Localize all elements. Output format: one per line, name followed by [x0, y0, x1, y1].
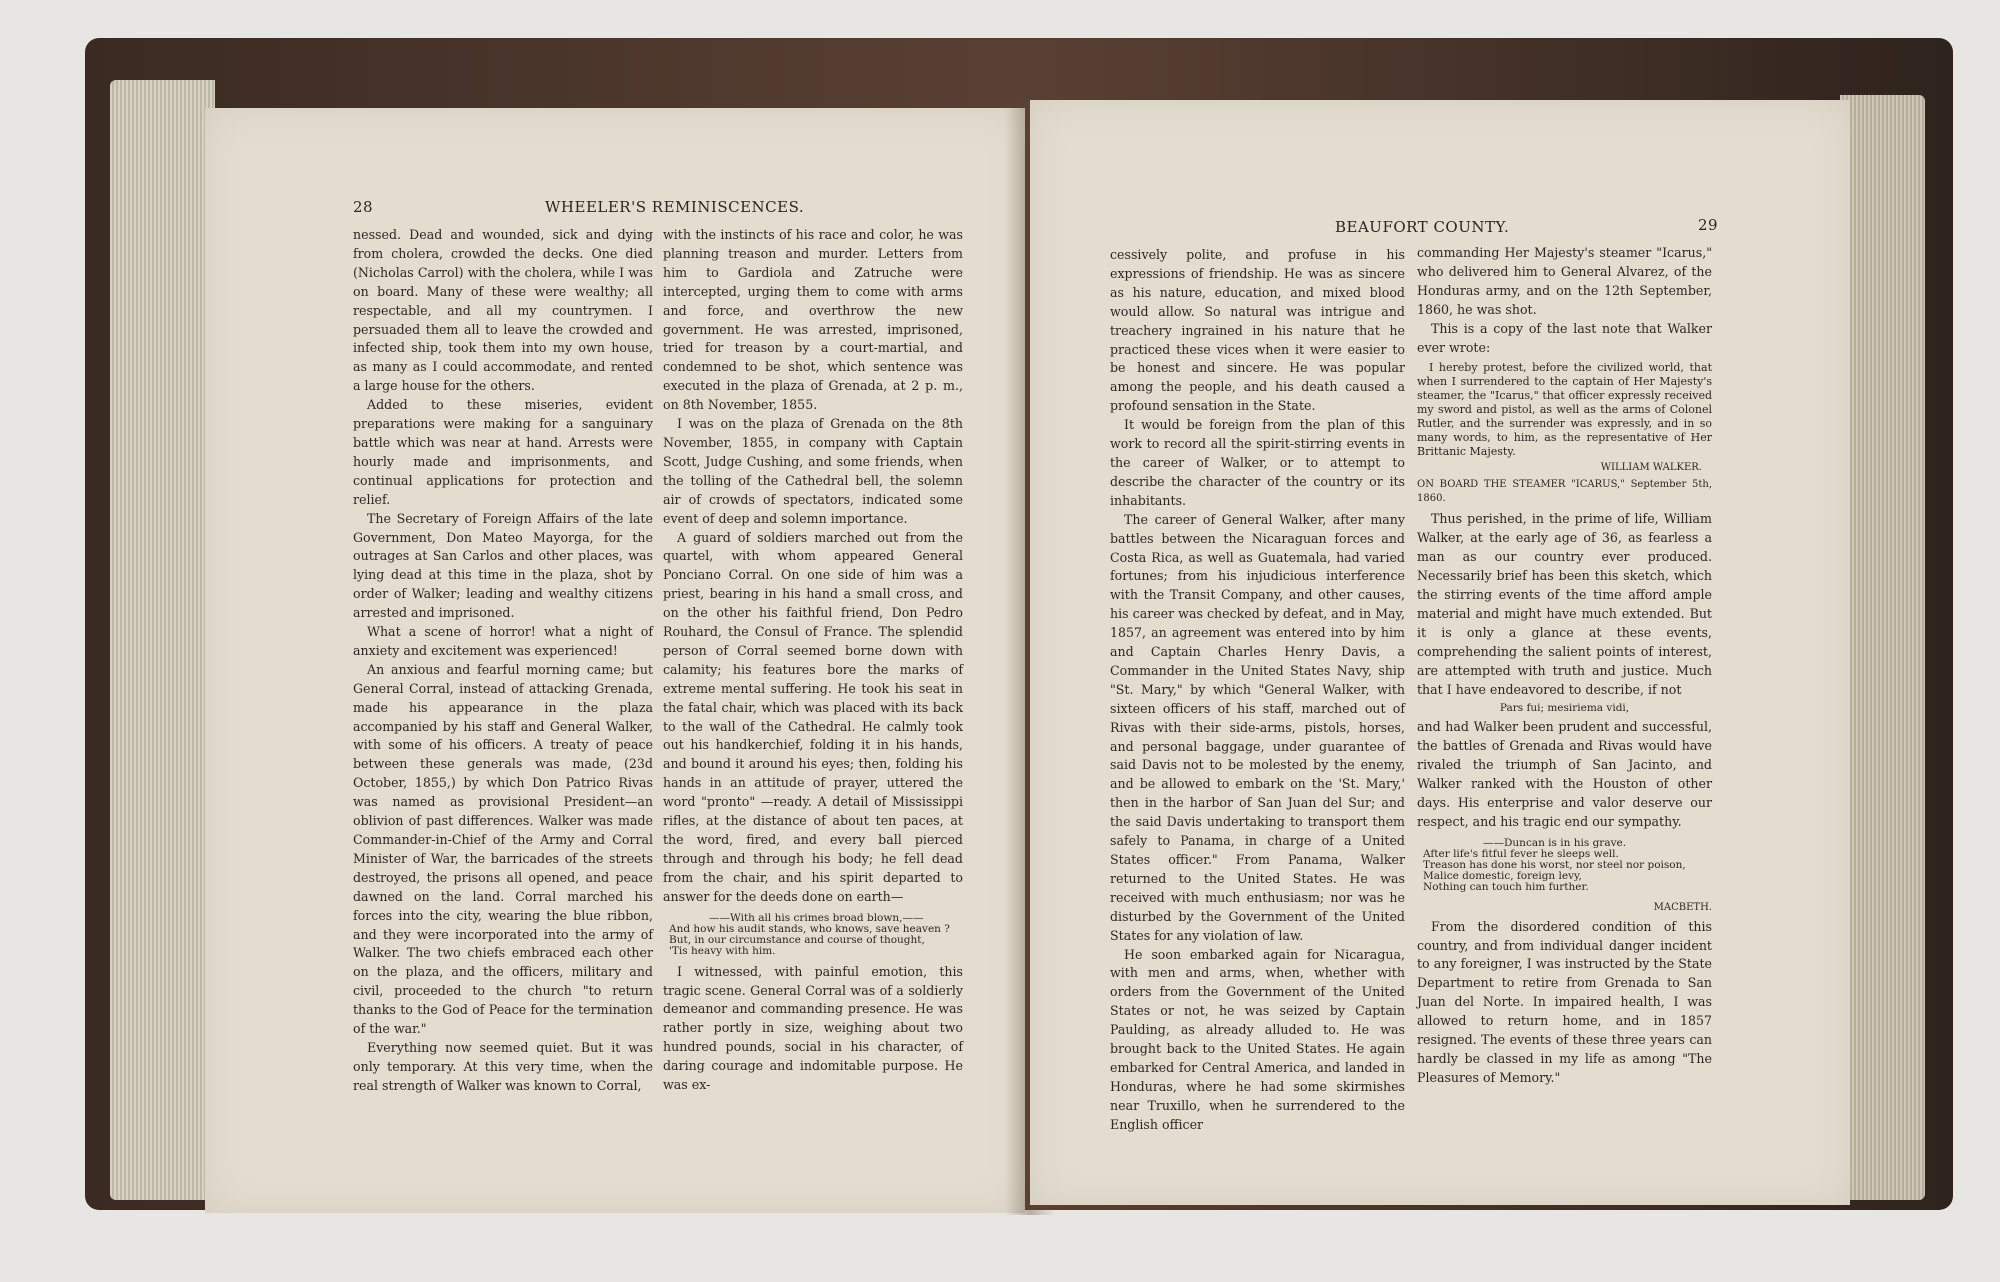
paragraph: It would be foreign from the plan of this work to record all the spirit-stirring events in the career of Walker, or to attempt to describe the character of the country or its inhabitants. [1110, 417, 1405, 508]
walker-note: I hereby protest, before the civilized world, that when I surrendered to the captain of Her Majesty's steamer, the "Icarus," that officer expressly received my sword and pistol, as well as the arms of Colonel Rutler, and the surrender was expressly, and in so many words, to him, as the representative of Her Brittanic Majesty. [1417, 361, 1712, 459]
paragraph: This is a copy of the last note that Walker ever wrote: [1417, 320, 1712, 355]
paragraph: commanding Her Majesty's steamer "Icarus," who delivered him to General Alvarez, of the Honduras army, and on the 12th September, 1860, he was shot. [1417, 245, 1712, 317]
paragraph: Everything now seemed quiet. But it was only temporary. At this very time, when the real strength of Walker was known to Corral, [353, 1039, 653, 1093]
paragraph: The Secretary of Foreign Affairs of the late Government, Don Mateo Mayorga, for the outrages at San Carlos and other places, was lying dead at this time in the plaza, shot by order of Walker; leading and wealthy citizens arrested and imprisoned. [353, 510, 653, 621]
verse-line: ——Duncan is in his grave. [1483, 836, 1627, 849]
paragraph: Thus perished, in the prime of life, William Walker, at the early age of 36, as fearless a man as our country ever produced. Necessarily brief has been this sketch, which the stirring events of the time afford ample material and might have much extended. But it is only a glance at these events, comprehending the salient points of interest, are attempted with truth and justice. Much that I have endeavored to describe, if not [1417, 511, 1712, 697]
verse-line: But, in our circumstance and course of thought, [669, 933, 925, 946]
right-column-2 [1417, 244, 1712, 1088]
right-column-1 [1110, 246, 1405, 1135]
left-page-number: 28 [353, 198, 374, 216]
paragraph: An anxious and fearful morning came; but General Corral, instead of attacking Grenada, made his appearance in the plaza accompanied by his staff and General Walker, with some of his officers. A treaty of peace between these generals was made, (23d October, 1855,) by which Don Patrico Rivas was named as provisional President—an oblivion of past differences. Walker was made Commander-in-Chief of the Army and Corral Minister of War, the barricades of the streets destroyed, the prisons all opened, and peace dawned on the land. Corral marched his forces into the city, wearing the blue ribbon, and they were incorporated into the army of Walker. The two chiefs embraced each other on the plaza, and the officers, military and civil, proceeded to the church "to return thanks to the God of Peace for the termination of the war." [353, 661, 653, 1037]
paragraph: with the instincts of his race and color, he was planning treason and murder. Letters from him to Gardiola and Zatruche were intercepted, urging them to come with arms and force, and overthrow the new government. He was arrested, imprisoned, tried for treason by a court-martial, and condemned to be shot, which sentence was executed in the plaza of Grenada, at 2 p. m., on 8th November, 1855. [663, 227, 963, 413]
paragraph: nessed. Dead and wounded, sick and dying from cholera, crowded the decks. One died (Nicholas Carrol) with the cholera, while I was on board. Many of these were wealthy; all respectable, and all my countrymen. I persuaded them all to leave the crowded and infected ship, took them into my own house, as many as I could accommodate, and rented a large house for the others. [353, 227, 653, 394]
page-edges-right [1840, 95, 1925, 1200]
paragraph: cessively polite, and profuse in his expressions of friendship. He was as sincere as his nature, education, and mixed blood would allow. So natural was intrigue and treachery ingrained in his nature that he practiced these vices when it were easier to be honest and sincere. He was popular among the people, and his death caused a profound sensation in the State. [1110, 247, 1405, 414]
signature: WILLIAM WALKER. [1600, 462, 1702, 474]
paragraph: A guard of soldiers marched out from the quartel, with whom appeared General Ponciano Corral. On one side of him was a priest, bearing in his hand a small cross, and on the other his faithful friend, Don Pedro Rouhard, the Consul of France. The splendid person of Corral seemed borne down with calamity; his features bore the marks of extreme mental suffering. He took his seat in the fatal chair, which was placed with its back to the wall of the Cathedral. He calmly took out his handkerchief, folding it in his hands, and bound it around his eyes; then, folding his hands in an attitude of prayer, uttered the word "pronto" —ready. A detail of Mississippi rifles, at the distance of about ten paces, at the word, fired, and every ball pierced through and through his body; he fell dead from the chair, and his spirit departed to answer for the deeds done on earth— [663, 529, 963, 904]
verse-quote [669, 913, 963, 957]
paragraph: Added to these miseries, evident preparations were making for a sanguinary battle which was near at hand. Arrests were hourly made and imprisonments, and continual applications for protection and relief. [353, 397, 653, 507]
latin-quote: Pars fui; mesiriema vidi, [1499, 702, 1630, 715]
left-page [205, 108, 1025, 1213]
paragraph: He soon embarked again for Nicaragua, with men and arms, when, whether with orders from the Government of the United States or not, he was seized by Captain Paulding, as already alluded to. He was brought back to the United States. He again embarked for Central America, and landed in Honduras, where he had some skirmishes near Truxillo, when he surrendered to the English officer [1110, 946, 1405, 1132]
verse-line: And how his audit stands, who knows, save heaven ? [669, 922, 950, 935]
right-running-head: BEAUFORT COUNTY. [1335, 218, 1510, 236]
verse-quote [1423, 838, 1712, 893]
right-page [1030, 100, 1850, 1205]
quote-attribution: MACBETH. [1653, 901, 1712, 913]
paragraph: The career of General Walker, after many battles between the Nicaraguan forces and Costa Rica, as well as Guatemala, had varied fortunes; from his injudicious interference with the Transit Company, and other causes, his career was checked by defeat, and in May, 1857, an agreement was entered into by him and Captain Charles Henry Davis, a Commander in the United States Navy, ship "St. Mary," by which "General Walker, with sixteen officers of his staff, marched out of Rivas with their side-arms, pistols, horses, and personal baggage, under guarantee of said Davis not to be molested by the enemy, and be allowed to embark on the 'St. Mary,' then in the harbor of San Juan del Sur; and the said Davis undertaking to transport them safely to Panama, in charge of a United States officer." From Panama, Walker returned to the United States. He was received with much enthusiasm; nor was he disturbed by the Government of the United States for any violation of law. [1110, 511, 1405, 943]
paragraph: and had Walker been prudent and successful, the battles of Grenada and Rivas would have rivaled the triumph of San Jacinto, and Walker ranked with the Houston of other days. His enterprise and valor deserve our respect, and his tragic end our sympathy. [1417, 719, 1712, 829]
verse-line: ——With all his crimes broad blown,—— [709, 911, 924, 924]
verse-line: Treason has done his worst, nor steel nor poison, [1423, 858, 1686, 871]
left-column-2 [663, 226, 963, 1095]
left-column-1 [353, 226, 653, 1096]
left-running-head: WHEELER'S REMINISCENCES. [545, 198, 805, 216]
page-edges-left [110, 80, 215, 1200]
paragraph: From the disordered condition of this country, and from individual danger incident to any foreigner, I was instructed by the State Department to retire from Grenada to San Juan del Norte. In impaired health, I was allowed to return home, and in 1857 resigned. The events of these three years can hardly be classed in my life as among "The Pleasures of Memory." [1417, 918, 1712, 1085]
verse-line: Malice domestic, foreign levy, [1423, 869, 1582, 882]
verse-line: After life's fitful fever he sleeps well. [1423, 847, 1619, 860]
verse-line: Nothing can touch him further. [1423, 880, 1589, 893]
paragraph: I was on the plaza of Grenada on the 8th November, 1855, in company with Captain Scott, Judge Cushing, and some friends, when the tolling of the Cathedral bell, the solemn air of crowds of spectators, indicated some event of deep and solemn importance. [663, 416, 963, 526]
paragraph: I witnessed, with painful emotion, this tragic scene. General Corral was of a soldierly demeanor and commanding presence. He was rather portly in size, weighing about two hundred pounds, social in his character, of daring courage and indomitable purpose. He was ex- [663, 963, 963, 1093]
verse-line: 'Tis heavy with him. [669, 944, 776, 957]
paragraph: What a scene of horror! what a night of anxiety and excitement was experienced! [353, 624, 653, 658]
right-page-number: 29 [1698, 216, 1719, 234]
dateline: ON BOARD THE STEAMER "ICARUS," September 5th, 1860. [1417, 479, 1712, 505]
